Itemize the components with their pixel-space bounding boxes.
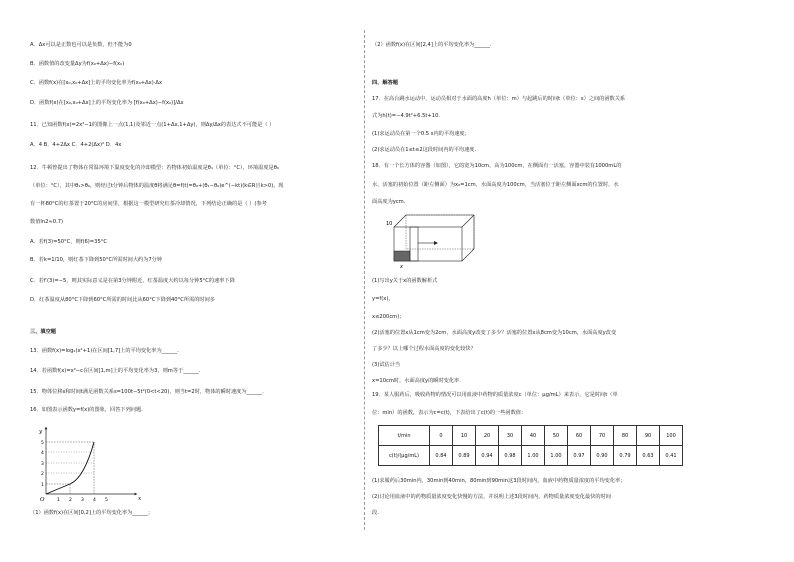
table-cell: 1.00 bbox=[522, 446, 545, 466]
box-top-label: 10 bbox=[386, 221, 393, 227]
table-cell: 0 bbox=[430, 426, 453, 446]
table-value-label: c(t)/(μg/mL) bbox=[379, 446, 430, 466]
section-fill-in: 三、填空题 bbox=[30, 329, 56, 335]
column-divider bbox=[364, 30, 365, 530]
question-12-option-c: C．若f′(3)=−5，则其实际意义是在第3分钟附近，红茶温度大约以每分钟5°C的速率下降 bbox=[30, 278, 235, 284]
table-cell: 60 bbox=[568, 426, 591, 446]
table-cell: 100 bbox=[660, 426, 683, 446]
question-19-line-1: 19．某人服药后，吸收药物的情况可以用血液中药物的质量浓度c（单位：μg/mL）来表示，它是时间t（单 bbox=[372, 392, 618, 398]
x-tick-4: 4 bbox=[93, 498, 96, 503]
table-cell: 0.98 bbox=[499, 446, 522, 466]
right-column bbox=[372, 0, 732, 562]
x-tick-5: 5 bbox=[105, 498, 108, 503]
question-16-part-2: （2）函数f(x)在区间[2,4]上的平均变化率为______. bbox=[372, 42, 492, 48]
piston bbox=[410, 227, 418, 261]
table-cell: 20 bbox=[476, 426, 499, 446]
x-tick-3: 3 bbox=[81, 498, 84, 503]
water-region bbox=[394, 251, 410, 261]
table-cell: 70 bbox=[591, 426, 614, 446]
question-18-part-3-detail: x=10cm时，水面高度y的瞬时变化率. bbox=[372, 378, 461, 384]
question-14: 14．若函数f(x)=x²−c在区间[1,m]上的平均变化率为3，则m等于______. bbox=[30, 368, 201, 374]
function-curve bbox=[46, 442, 94, 494]
option-c-line: C．函数f(x)在[x₀,x₀+Δx]上的平均变化率为f(x₀+Δx)·Δx bbox=[30, 80, 163, 86]
table-cell: 40 bbox=[522, 426, 545, 446]
question-12-line-4: 数值ln2≈0.7) bbox=[30, 219, 64, 225]
section-solutions: 四、解答题 bbox=[372, 80, 398, 86]
x-tick-2: 2 bbox=[69, 498, 72, 503]
origin-label: O bbox=[40, 497, 45, 503]
question-16-part-1: （1）函数f(x)在区间[0,2]上的平均变化率为______； bbox=[30, 510, 154, 516]
question-17-line-2: 式为h(t)=−4.9t²+6.5t+10. bbox=[372, 113, 441, 119]
left-column bbox=[30, 0, 360, 562]
question-19-part-2-line-1: (2)讨论用血液中的药物质量浓度变化快慢的方法，并说明上述3段时间内，药物质量浓度变化最快的时间 bbox=[372, 494, 611, 500]
question-13: 13．函数f(x)=log₂(x²+1)在区间[1,7]上的平均变化率为______. bbox=[30, 348, 179, 354]
question-18-part-2-line-1: (2)活塞的位置x从1cm变为2cm，水面高度y改变了多少？活塞的位置x从8cm变为10cm，水面高度y改变 bbox=[372, 330, 617, 336]
table-header-label: t/min bbox=[379, 426, 430, 446]
question-12-option-b: B．若k=1/10，则红茶下降到50°C所需时间大约为7分钟 bbox=[30, 257, 163, 263]
table-cell: 50 bbox=[545, 426, 568, 446]
option-a-line: A．Δx可以是正数也可以是负数，但不能为0 bbox=[30, 42, 132, 48]
question-17-part-1: (1)求运动员在第一个0.5 s内的平均速度； bbox=[372, 131, 470, 137]
function-graph-16 bbox=[36, 424, 146, 504]
question-19-part-2-line-2: 段. bbox=[372, 510, 379, 516]
question-12-line-2: （单位：°C），其中θ₁>θ₀，则经过t分钟后物体的温度θ将满足θ=f(t)=θ₀+(θ₁−θ₀)e^(−kt)(k∈R且k>0)。现 bbox=[30, 183, 284, 189]
question-18-line-3: 面高度为ycm. bbox=[372, 199, 406, 205]
question-16: 16．如图表示函数y=f(x)的图象，回答下列问题. bbox=[30, 407, 143, 413]
table-cell: 1.00 bbox=[545, 446, 568, 466]
question-11-options: A．4 B．4+2Δx C．4+2(Δx)² D．4x bbox=[30, 142, 122, 148]
table-cell: 0.41 bbox=[660, 446, 683, 466]
x-axis-label: x bbox=[138, 496, 142, 502]
question-19-part-1: (1)求服药后30min内，30min到40min，80min到90min这3段时间内，血液中药物质量浓度的平均变化率； bbox=[372, 478, 626, 484]
table-cell: 0.63 bbox=[637, 446, 660, 466]
y-tick-4: 4 bbox=[41, 451, 44, 456]
option-d-line: D．函数f(x)在[x₀,x₀+Δx]上的平均变化率为 [f(x₀+Δx)−f(x₀)]/Δx bbox=[30, 100, 184, 106]
question-18-line-2: 水，活塞的初始位置（距左侧面）为x₀=1cm，水面高度为100cm，当活塞位于距左侧面xcm的位置时，水 bbox=[372, 182, 619, 188]
table-row bbox=[379, 426, 683, 446]
table-cell: 0.84 bbox=[430, 446, 453, 466]
x-tick-1: 1 bbox=[57, 498, 60, 503]
table-cell: 0.97 bbox=[568, 446, 591, 466]
table-cell: 0.94 bbox=[476, 446, 499, 466]
table-cell: 90 bbox=[637, 426, 660, 446]
question-18-part-1: (1)写出y关于x的函数解析式 bbox=[372, 278, 438, 284]
table-row bbox=[379, 446, 683, 466]
container-figure bbox=[384, 211, 494, 271]
y-axis-label: y bbox=[39, 429, 43, 435]
question-18-part-3: (3)试估计当 bbox=[372, 362, 401, 368]
y-tick-2: 2 bbox=[41, 472, 44, 477]
table-cell: 80 bbox=[614, 426, 637, 446]
y-tick-1: 1 bbox=[41, 483, 44, 488]
y-tick-3: 3 bbox=[41, 462, 44, 467]
question-12-line-3: 有一杯80°C的红茶置于20°C的房间里，根据这一模型研究红茶冷却情况，下列结论正确的是（ ）(参考 bbox=[30, 201, 267, 207]
question-12-option-a: A．若f(3)=50°C，则f(6)=35°C bbox=[30, 239, 107, 245]
option-b-line: B．函数值的改变量Δy为f(x₀+Δx)−f(x₀) bbox=[30, 61, 125, 67]
question-19-line-2: 位：min）的函数，表示为c=c(t)，下表给出了c(t)的一些函数值： bbox=[372, 410, 527, 416]
table-cell: 0.79 bbox=[614, 446, 637, 466]
question-12-line-1: 12．牛顿曾提出了物体在常温环境下温度变化的冷却模型：若物体初始温度是θ₁（单位：°C），环境温度是θ₀ bbox=[30, 165, 279, 171]
table-cell: 0.89 bbox=[453, 446, 476, 466]
table-cell: 0.90 bbox=[591, 446, 614, 466]
question-18-function: y=f(x)， bbox=[372, 296, 394, 302]
box-bottom-label: x bbox=[400, 264, 403, 270]
question-11: 11．已知函数f(x)=2x²−1的图像上一点(1,1)及邻近一点(1+Δx,1+Δy)，则Δy/Δx的表达式不可能是（ ） bbox=[30, 122, 275, 128]
question-18-part-2-line-2: 了多少？以上哪个过程水面高度的变化较快？ bbox=[372, 346, 476, 352]
question-12-option-d: D．红茶温度从80°C下降到60°C所需的时间比从60°C下降到40°C所需的时间多 bbox=[30, 297, 215, 303]
question-15: 15．物体位移s和时间t满足函数关系s=100t−5t²(0<t<20)，则当t=2时，物体的瞬时速度为______. bbox=[30, 389, 264, 395]
table-cell: 10 bbox=[453, 426, 476, 446]
question-18-domain: x≤200cm)； bbox=[372, 314, 405, 320]
concentration-table bbox=[378, 425, 683, 466]
y-tick-5: 5 bbox=[41, 441, 44, 446]
question-17-part-2: (2)求运动员在1≤t≤2这段时间内的平均速度. bbox=[372, 147, 477, 153]
table-cell: 30 bbox=[499, 426, 522, 446]
question-18-line-1: 18．有一个长方体的容器（如图），它的宽为10cm，高为100cm，在侧面有一活塞，容器中装有1000mL的 bbox=[372, 163, 622, 169]
question-17-line-1: 17．在高台跳水运动中，运动员相对于水面的高度h（单位：m）与起跳后的时间t（单位：s）之间的函数关系 bbox=[372, 96, 626, 102]
